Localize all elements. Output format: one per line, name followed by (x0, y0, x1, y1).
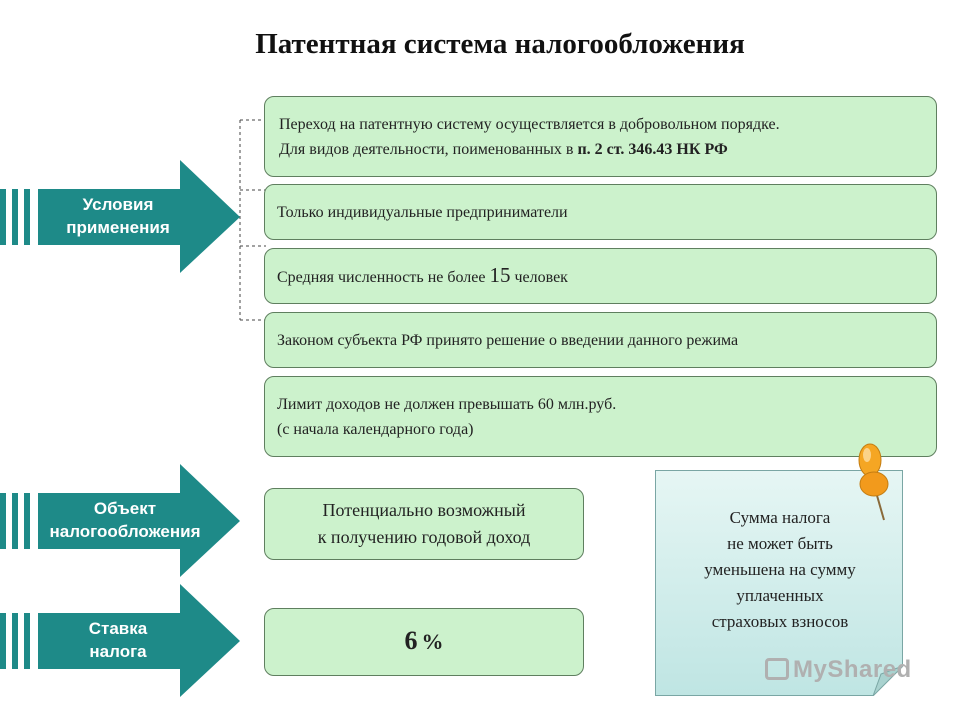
condition-line: Законом субъекта РФ принято решение о введении данного режима (277, 331, 739, 349)
watermark-icon (765, 658, 789, 680)
arrow-object-label-line: Объект (93, 499, 157, 518)
condition-line-with-emphasis (279, 137, 924, 162)
condition-voluntary (264, 96, 937, 177)
arrow-rate-label-line: налога (89, 642, 147, 661)
pushpin-icon (848, 440, 898, 525)
note-line: уменьшена на сумму (704, 560, 856, 579)
condition-line: Для видов деятельности, поименованных в (279, 140, 574, 158)
note-line: уплаченных (736, 586, 824, 605)
note-line: не может быть (727, 534, 833, 553)
arrow-conditions (0, 160, 245, 280)
arrow-rate (0, 584, 245, 704)
arrow-object-label-line: налогообложения (49, 522, 201, 541)
watermark-text: MyShared (793, 656, 912, 683)
arrow-rate-label-line: Ставка (88, 619, 148, 638)
tax-rate-line (404, 625, 444, 657)
condition-line: Переход на патентную систему осуществляется в добровольном порядке. (279, 115, 780, 133)
page-title: Патентная система налогообложения (255, 28, 745, 60)
condition-line (277, 263, 924, 290)
condition-regional-law (264, 312, 937, 368)
tax-rate-value: 6 (404, 625, 418, 655)
condition-headcount (264, 248, 937, 304)
tax-rate-box (264, 608, 584, 676)
condition-line: Лимит доходов не должен превышать 60 млн.руб. (277, 395, 617, 413)
condition-line: Только индивидуальные предприниматели (277, 203, 568, 221)
condition-line: (с начала календарного года) (277, 420, 474, 438)
condition-text: человек (514, 268, 568, 286)
tax-code-reference: п. 2 ст. 346.43 НК РФ (577, 140, 728, 158)
arrow-conditions-label-line: Условия (82, 195, 154, 214)
note-line: страховых взносов (711, 612, 849, 631)
headcount-number: 15 (489, 262, 511, 287)
tax-object-line: Потенциально возможный (322, 500, 526, 520)
arrow-conditions-label-line: применения (66, 218, 170, 237)
tax-object-box (264, 488, 584, 560)
condition-entrepreneurs (264, 184, 937, 240)
condition-text: Средняя численность не более (277, 268, 486, 286)
watermark-logo (765, 656, 912, 684)
tax-rate-unit: % (421, 628, 444, 654)
condition-income-limit (264, 376, 937, 457)
note-line: Сумма налога (729, 508, 831, 527)
arrow-object (0, 464, 245, 584)
tax-object-line: к получению годовой доход (317, 527, 531, 547)
